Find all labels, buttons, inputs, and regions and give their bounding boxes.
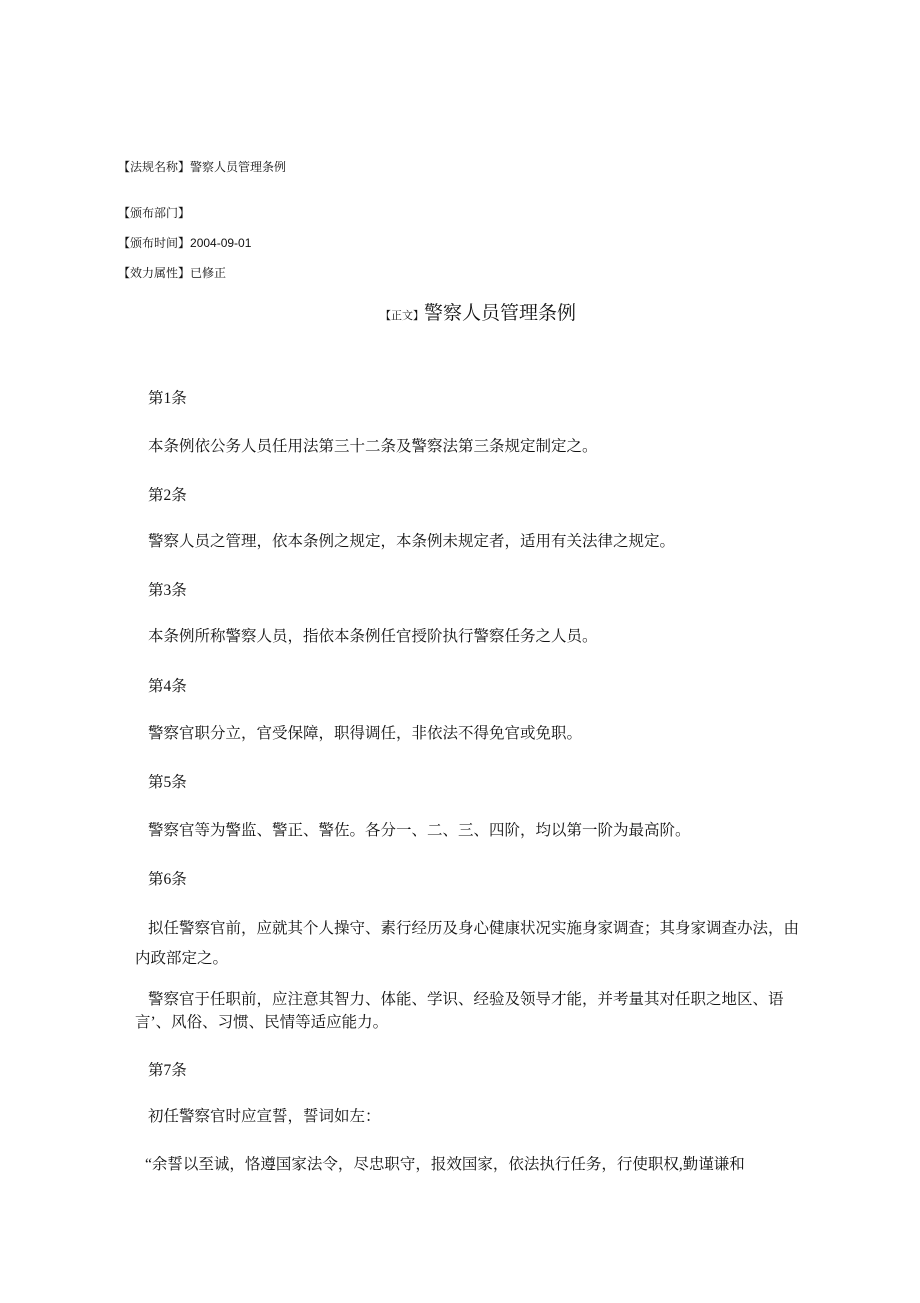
meta-date [118, 234, 251, 251]
article-heading: 第3条 [148, 582, 187, 599]
article-heading: 第5条 [148, 774, 187, 791]
title-tag: 【正文】 [379, 310, 424, 322]
document-title [0, 298, 920, 325]
article-heading: 第7条 [148, 1062, 187, 1079]
meta-value: 2004-09-01 [190, 236, 252, 250]
article-heading: 第4条 [148, 678, 187, 695]
meta-label: 【法规名称】 [118, 160, 191, 174]
article-paragraph: 初任警察官时应宣誓，誓词如左： [148, 1108, 381, 1125]
article-heading: 第2条 [148, 487, 187, 504]
article-heading: 第6条 [148, 871, 187, 888]
article-paragraph: 本条例依公务人员任用法第三十二条及警察法第三条规定制定之。 [148, 438, 598, 455]
meta-label: 【效力属性】 [118, 266, 191, 280]
article-paragraph: 警察官职分立，官受保障，职得调任，非依法不得免官或免职。 [148, 725, 583, 742]
title-text: 警察人员管理条例 [423, 303, 576, 324]
article-paragraph: 本条例所称警察人员，指依本条例任官授阶执行警察任务之人员。 [148, 628, 598, 645]
meta-label: 【颁布部门】 [118, 206, 191, 220]
meta-value: 警察人员管理条例 [190, 160, 287, 174]
article-paragraph: “余誓以至诚，恪遵国家法令，尽忠职守，报效国家，依法执行任务，行使职权,勤谨谦和 [145, 1156, 745, 1173]
article-paragraph: 拟任警察官前，应就其个人操守、素行经历及身心健康状况实施身家调查；其身家调查办法，由内政部定之。 [135, 920, 800, 967]
meta-law-name [118, 158, 286, 175]
article-heading: 第1条 [148, 390, 187, 407]
meta-label: 【颁布时间】 [118, 236, 191, 250]
article-paragraph: 警察官等为警监、警正、警佐。各分一、二、三、四阶，均以第一阶为最高阶。 [148, 822, 691, 839]
article-paragraph: 警察人员之管理，依本条例之规定，本条例未规定者，适用有关法律之规定。 [148, 533, 676, 550]
meta-value: 已修正 [190, 266, 227, 280]
meta-department [118, 204, 190, 221]
article-paragraph: 警察官于任职前，应注意其智力、体能、学识、经验及领导才能，并考量其对任职之地区、语言’、风俗、习惯、民情等适应能力。 [135, 991, 784, 1031]
meta-status [118, 264, 226, 281]
